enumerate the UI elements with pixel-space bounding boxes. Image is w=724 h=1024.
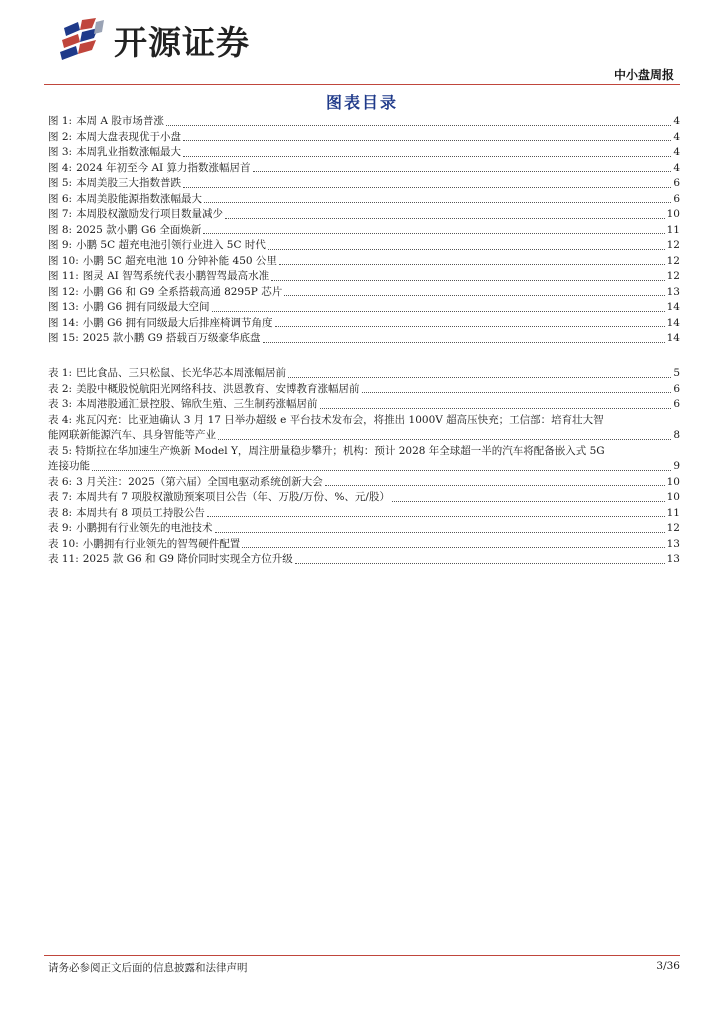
toc-entry[interactable] (48, 413, 680, 444)
brand-name: 开源证券 (114, 22, 250, 62)
entry-title: 2025 款小鹏 G9 搭载百万级豪华底盘 (82, 332, 261, 344)
leader-dots (284, 295, 664, 296)
entry-title: 2025 款 G6 和 G9 降价同时实现全方位升级 (82, 553, 293, 565)
entry-title: 本周港股通汇景控股、锦欣生殖、三生制药涨幅居前 (76, 398, 318, 410)
toc-entry[interactable] (48, 552, 680, 568)
footer-disclaimer: 请务必参阅正文后面的信息披露和法律声明 (48, 962, 248, 974)
leader-dots (253, 171, 672, 172)
leader-dots (204, 202, 671, 203)
entry-title: 图灵 AI 智驾系统代表小鹏智驾最高水准 (82, 270, 270, 282)
toc-entry[interactable] (48, 300, 680, 316)
entry-title: 本周股权激励发行项目数量减少 (76, 208, 224, 220)
entry-title: 本周美股能源指数涨幅最大 (76, 192, 203, 205)
entry-number: 图 1: (48, 115, 73, 127)
entry-title: 巴比食品、三只松鼠、长光华芯本周涨幅居前 (76, 367, 287, 379)
entry-number: 图 13: (48, 301, 79, 313)
entry-title: 特斯拉在华加速生产焕新 Model Y，周注册量稳步攀升；机构：预计 2028 年全球超一半的汽车将配备嵌入式 5G (75, 444, 605, 457)
entry-number: 图 5: (48, 177, 73, 189)
entry-page: 11 (666, 223, 680, 236)
entry-title-continued: 连接功能 (48, 460, 90, 472)
entry-page: 4 (673, 161, 680, 174)
entry-number: 图 9: (48, 239, 73, 251)
entry-number: 图 8: (48, 223, 73, 236)
figure-list (48, 114, 680, 347)
entry-page: 5 (673, 367, 680, 379)
report-type-label: 中小盘周报 (613, 68, 674, 82)
entry-number: 图 2: (48, 130, 73, 143)
entry-page: 10 (666, 491, 680, 503)
leader-dots (183, 156, 671, 157)
toc-entry[interactable] (48, 161, 680, 177)
leader-dots (271, 280, 664, 281)
entry-number: 图 6: (48, 192, 73, 205)
entry-number: 图 3: (48, 146, 73, 158)
leader-dots (225, 218, 665, 219)
entry-number: 表 4: (48, 413, 73, 426)
entry-page: 13 (666, 537, 680, 550)
entry-number: 表 2: (48, 382, 73, 395)
toc-entry[interactable] (48, 521, 680, 537)
toc-entry[interactable] (48, 238, 680, 254)
entry-page: 12 (666, 270, 680, 282)
leader-dots (295, 563, 665, 564)
page-number: 3/36 (656, 960, 680, 972)
leader-dots (183, 187, 671, 188)
entry-number: 表 1: (48, 367, 73, 379)
entry-title: 3 月关注：2025（第六届）全国电驱动系统创新大会 (76, 475, 323, 488)
entry-number: 表 10: (48, 537, 79, 550)
entry-number: 图 12: (48, 285, 79, 298)
leader-dots (362, 392, 672, 393)
toc-entry[interactable] (48, 475, 680, 491)
entry-title: 小鹏拥有行业领先的智驾硬件配置 (82, 537, 241, 550)
entry-page: 14 (666, 316, 680, 329)
entry-page: 13 (666, 553, 680, 565)
entry-number: 图 7: (48, 208, 73, 220)
brand-logo (58, 18, 250, 62)
leader-dots (207, 516, 665, 517)
toc-entry[interactable] (48, 223, 680, 239)
entry-title: 2024 年初至今 AI 算力指数涨幅居首 (76, 161, 251, 174)
entry-title: 本周共有 8 项员工持股公告 (76, 506, 205, 519)
leader-dots (279, 264, 665, 265)
toc-entry[interactable] (48, 506, 680, 522)
entry-page: 8 (673, 429, 680, 441)
leader-dots (212, 311, 665, 312)
entry-title: 本周大盘表现优于小盘 (76, 130, 182, 143)
toc-entry[interactable] (48, 285, 680, 301)
footer-divider (44, 955, 680, 956)
toc-entry[interactable] (48, 130, 680, 146)
kaiyuan-logo-icon (58, 18, 108, 62)
entry-title: 美股中概股悦航阳光网络科技、洪恩教育、安博教育涨幅居前 (76, 382, 360, 395)
entry-number: 表 11: (48, 553, 79, 565)
entry-page: 6 (673, 382, 680, 395)
entry-title: 小鹏 5C 超充电池引领行业进入 5C 时代 (76, 239, 266, 251)
entry-page: 13 (666, 285, 680, 298)
entry-page: 6 (673, 398, 680, 410)
entry-number: 图 11: (48, 270, 79, 282)
entry-page: 12 (666, 239, 680, 251)
header-divider (44, 84, 680, 85)
page-header (0, 0, 724, 90)
entry-page: 4 (673, 115, 680, 127)
entry-page: 10 (666, 475, 680, 488)
toc-entry[interactable] (48, 114, 680, 130)
entry-number: 表 5: (48, 444, 73, 457)
table-list (48, 366, 680, 568)
entry-title: 小鹏 G6 和 G9 全系搭载高通 8295P 芯片 (82, 285, 283, 298)
entry-title: 小鹏 5C 超充电池 10 分钟补能 450 公里 (82, 254, 277, 267)
entry-title: 兆瓦闪充：比亚迪确认 3 月 17 日举办超级 e 平台技术发布会，将推出 1000V 超高压快充；工信部：培育壮大智 (75, 413, 604, 426)
leader-dots (242, 547, 664, 548)
toc-entry[interactable] (48, 490, 680, 506)
entry-page: 10 (666, 208, 680, 220)
leader-dots (288, 377, 671, 378)
entry-title: 本周美股三大指数普跌 (76, 177, 182, 189)
toc-entry[interactable] (48, 269, 680, 285)
toc-entry[interactable] (48, 192, 680, 208)
leader-dots (263, 342, 665, 343)
leader-dots (215, 532, 665, 533)
entry-title: 2025 款小鹏 G6 全面焕新 (76, 223, 202, 236)
toc-entry[interactable] (48, 207, 680, 223)
leader-dots (392, 501, 665, 502)
entry-title: 小鹏 G6 拥有同级最大后排座椅调节角度 (82, 316, 273, 329)
entry-number: 表 3: (48, 398, 73, 410)
toc-entry[interactable] (48, 145, 680, 161)
leader-dots (218, 439, 671, 440)
entry-title: 小鹏 G6 拥有同级最大空间 (82, 301, 210, 313)
entry-title-continued: 能网联新能源汽车、具身智能等产业 (48, 429, 216, 441)
toc-entry[interactable] (48, 316, 680, 332)
entry-title: 小鹏拥有行业领先的电池技术 (76, 522, 213, 534)
toc-entry[interactable] (48, 176, 680, 192)
entry-number: 表 7: (48, 491, 73, 503)
entry-page: 4 (673, 130, 680, 143)
entry-title: 本周 A 股市场普涨 (76, 115, 164, 127)
toc-title: 图表目录 (325, 93, 398, 112)
toc-entry[interactable] (48, 444, 680, 475)
entry-page: 6 (673, 177, 680, 189)
toc-entry[interactable] (48, 254, 680, 270)
entry-page: 14 (666, 301, 680, 313)
leader-dots (325, 485, 665, 486)
entry-page: 14 (666, 332, 680, 344)
toc-entry[interactable] (48, 397, 680, 413)
entry-number: 表 6: (48, 475, 73, 488)
toc-entry[interactable] (48, 366, 680, 382)
leader-dots (320, 408, 672, 409)
entry-page: 4 (673, 146, 680, 158)
toc-entry[interactable] (48, 537, 680, 553)
entry-page: 6 (673, 192, 680, 205)
entry-number: 图 15: (48, 332, 79, 344)
entry-page: 9 (673, 460, 680, 472)
toc-entry[interactable] (48, 331, 680, 347)
entry-number: 表 8: (48, 506, 73, 519)
leader-dots (166, 125, 671, 126)
entry-page: 12 (666, 522, 680, 534)
entry-number: 图 14: (48, 316, 79, 329)
leader-dots (203, 233, 664, 234)
leader-dots (268, 249, 665, 250)
entry-number: 表 9: (48, 522, 73, 534)
entry-title: 本周共有 7 项股权激励预案项目公告（年、万股/万份、%、元/股） (76, 491, 390, 503)
entry-page: 11 (666, 506, 680, 519)
entry-page: 12 (666, 254, 680, 267)
entry-number: 图 4: (48, 161, 73, 174)
leader-dots (183, 140, 671, 141)
leader-dots (275, 326, 665, 327)
entry-number: 图 10: (48, 254, 79, 267)
entry-title: 本周乳业指数涨幅最大 (76, 146, 182, 158)
toc-entry[interactable] (48, 382, 680, 398)
leader-dots (92, 470, 671, 471)
